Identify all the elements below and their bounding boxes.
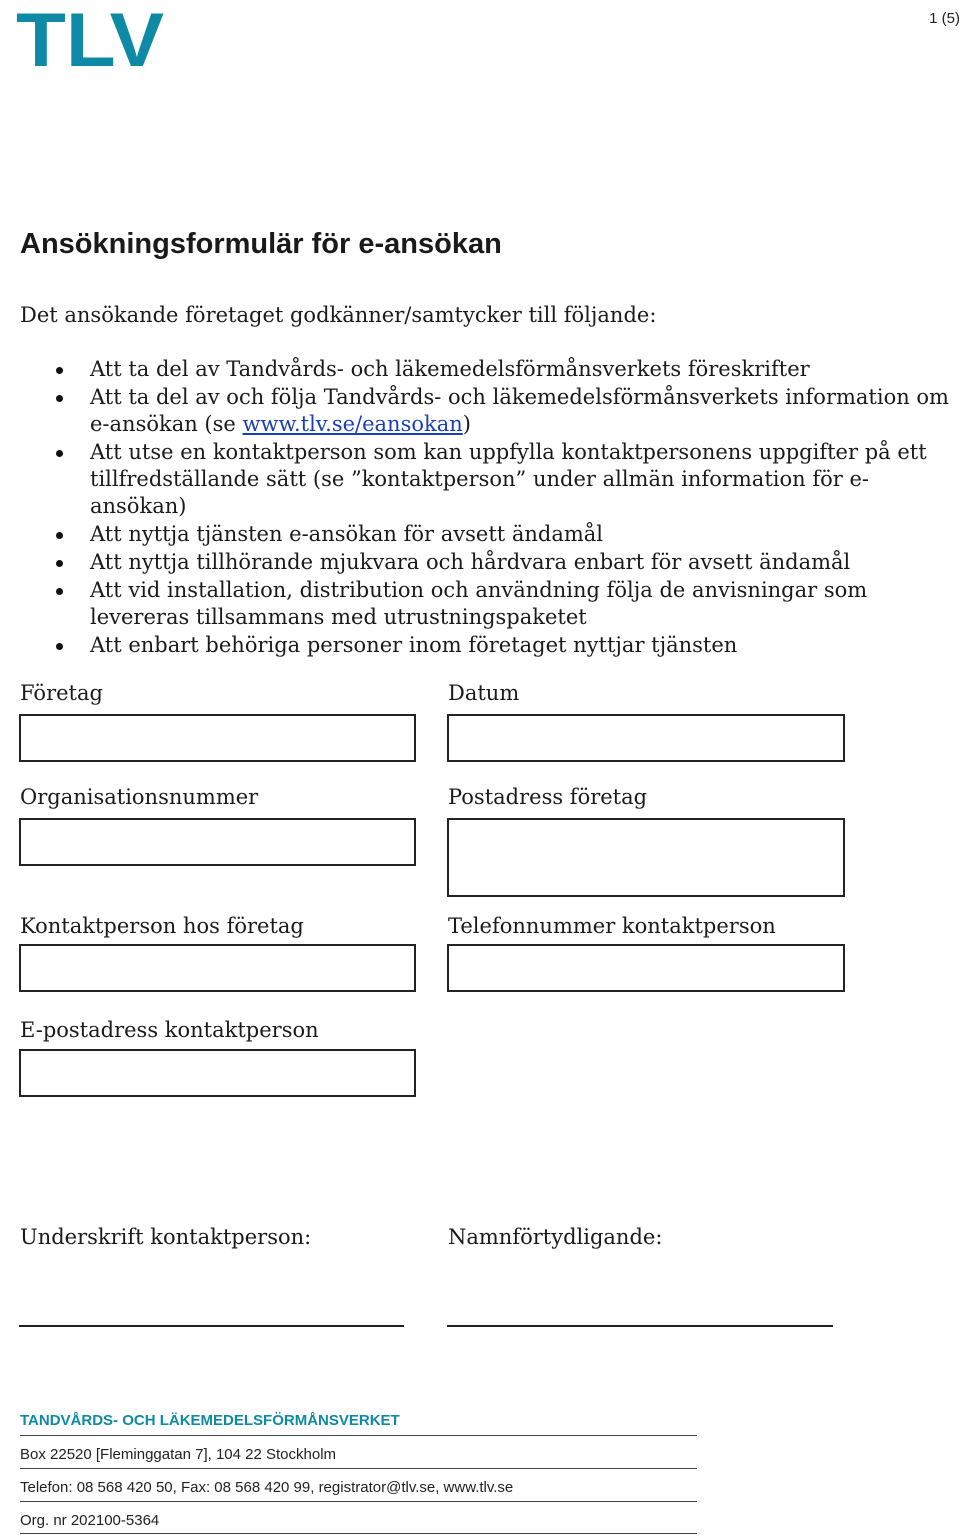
- footer-divider: [20, 1468, 697, 1469]
- signature-line[interactable]: [19, 1325, 404, 1327]
- contact-email-label: E-postadress kontaktperson: [20, 1018, 319, 1042]
- bullet-icon: [56, 643, 63, 650]
- page-title: Ansökningsformulär för e-ansökan: [20, 228, 502, 260]
- tlv-logo: [16, 6, 166, 70]
- page-number: 1 (5): [929, 10, 960, 27]
- postal-address-field[interactable]: [447, 818, 845, 897]
- eansokan-link[interactable]: www.tlv.se/eansokan: [242, 412, 463, 436]
- contact-person-field[interactable]: [19, 944, 416, 992]
- org-number-label: Organisationsnummer: [20, 785, 259, 809]
- list-item: Att ta del av Tandvårds- och läkemedelsförmånsverkets föreskrifter: [52, 356, 952, 383]
- name-clarification-line[interactable]: [447, 1325, 833, 1327]
- consent-list: [52, 356, 952, 660]
- list-item: Att vid installation, distribution och användning följa de anvisningar som levereras tillsammans med utrustningspaketet: [52, 577, 952, 631]
- postal-address-label: Postadress företag: [448, 785, 648, 809]
- footer-divider: [20, 1435, 697, 1436]
- footer-divider: [20, 1501, 697, 1502]
- signature-label: Underskrift kontaktperson:: [20, 1225, 312, 1249]
- bullet-icon: [56, 367, 63, 374]
- bullet-icon: [56, 532, 63, 539]
- date-field[interactable]: [447, 714, 845, 762]
- footer-address: Box 22520 [Fleminggatan 7], 104 22 Stockholm: [20, 1446, 337, 1463]
- list-item: Att nyttja tjänsten e-ansökan för avsett ändamål: [52, 521, 952, 548]
- list-item: Att enbart behöriga personer inom företaget nyttjar tjänsten: [52, 632, 952, 659]
- bullet-icon: [56, 450, 63, 457]
- list-item: Att nyttja tillhörande mjukvara och hårdvara enbart för avsett ändamål: [52, 549, 952, 576]
- intro-text: Det ansökande företaget godkänner/samtycker till följande:: [20, 303, 657, 327]
- bullet-icon: [56, 588, 63, 595]
- org-number-field[interactable]: [19, 818, 416, 866]
- contact-person-label: Kontaktperson hos företag: [20, 914, 304, 938]
- tlv-logo-icon: [16, 6, 166, 70]
- footer-org-nr: Org. nr 202100-5364: [20, 1512, 160, 1529]
- bullet-icon: [56, 395, 63, 402]
- contact-phone-field[interactable]: [447, 944, 845, 992]
- footer-divider: [20, 1533, 697, 1534]
- contact-email-field[interactable]: [19, 1049, 416, 1097]
- list-item: Att utse en kontaktperson som kan uppfylla kontaktpersonens uppgifter på ett tillfredställande sätt (se ”kontaktperson” under allmän information för e-ansökan): [52, 439, 952, 520]
- footer-contact: Telefon: 08 568 420 50, Fax: 08 568 420 99, registrator@tlv.se, www.tlv.se: [20, 1479, 514, 1496]
- svg-text:TLV: TLV: [16, 6, 165, 70]
- name-clarification-label: Namnförtydligande:: [448, 1225, 663, 1249]
- company-field[interactable]: [19, 714, 416, 762]
- bullet-icon: [56, 560, 63, 567]
- contact-phone-label: Telefonnummer kontaktperson: [448, 914, 776, 938]
- company-label: Företag: [20, 681, 103, 705]
- footer-org-name: TANDVÅRDS- OCH LÄKEMEDELSFÖRMÅNSVERKET: [20, 1412, 400, 1429]
- list-item: Att ta del av och följa Tandvårds- och läkemedelsförmånsverkets information om e-ansökan (se www.tlv.se/eansokan): [52, 384, 952, 438]
- date-label: Datum: [448, 681, 520, 705]
